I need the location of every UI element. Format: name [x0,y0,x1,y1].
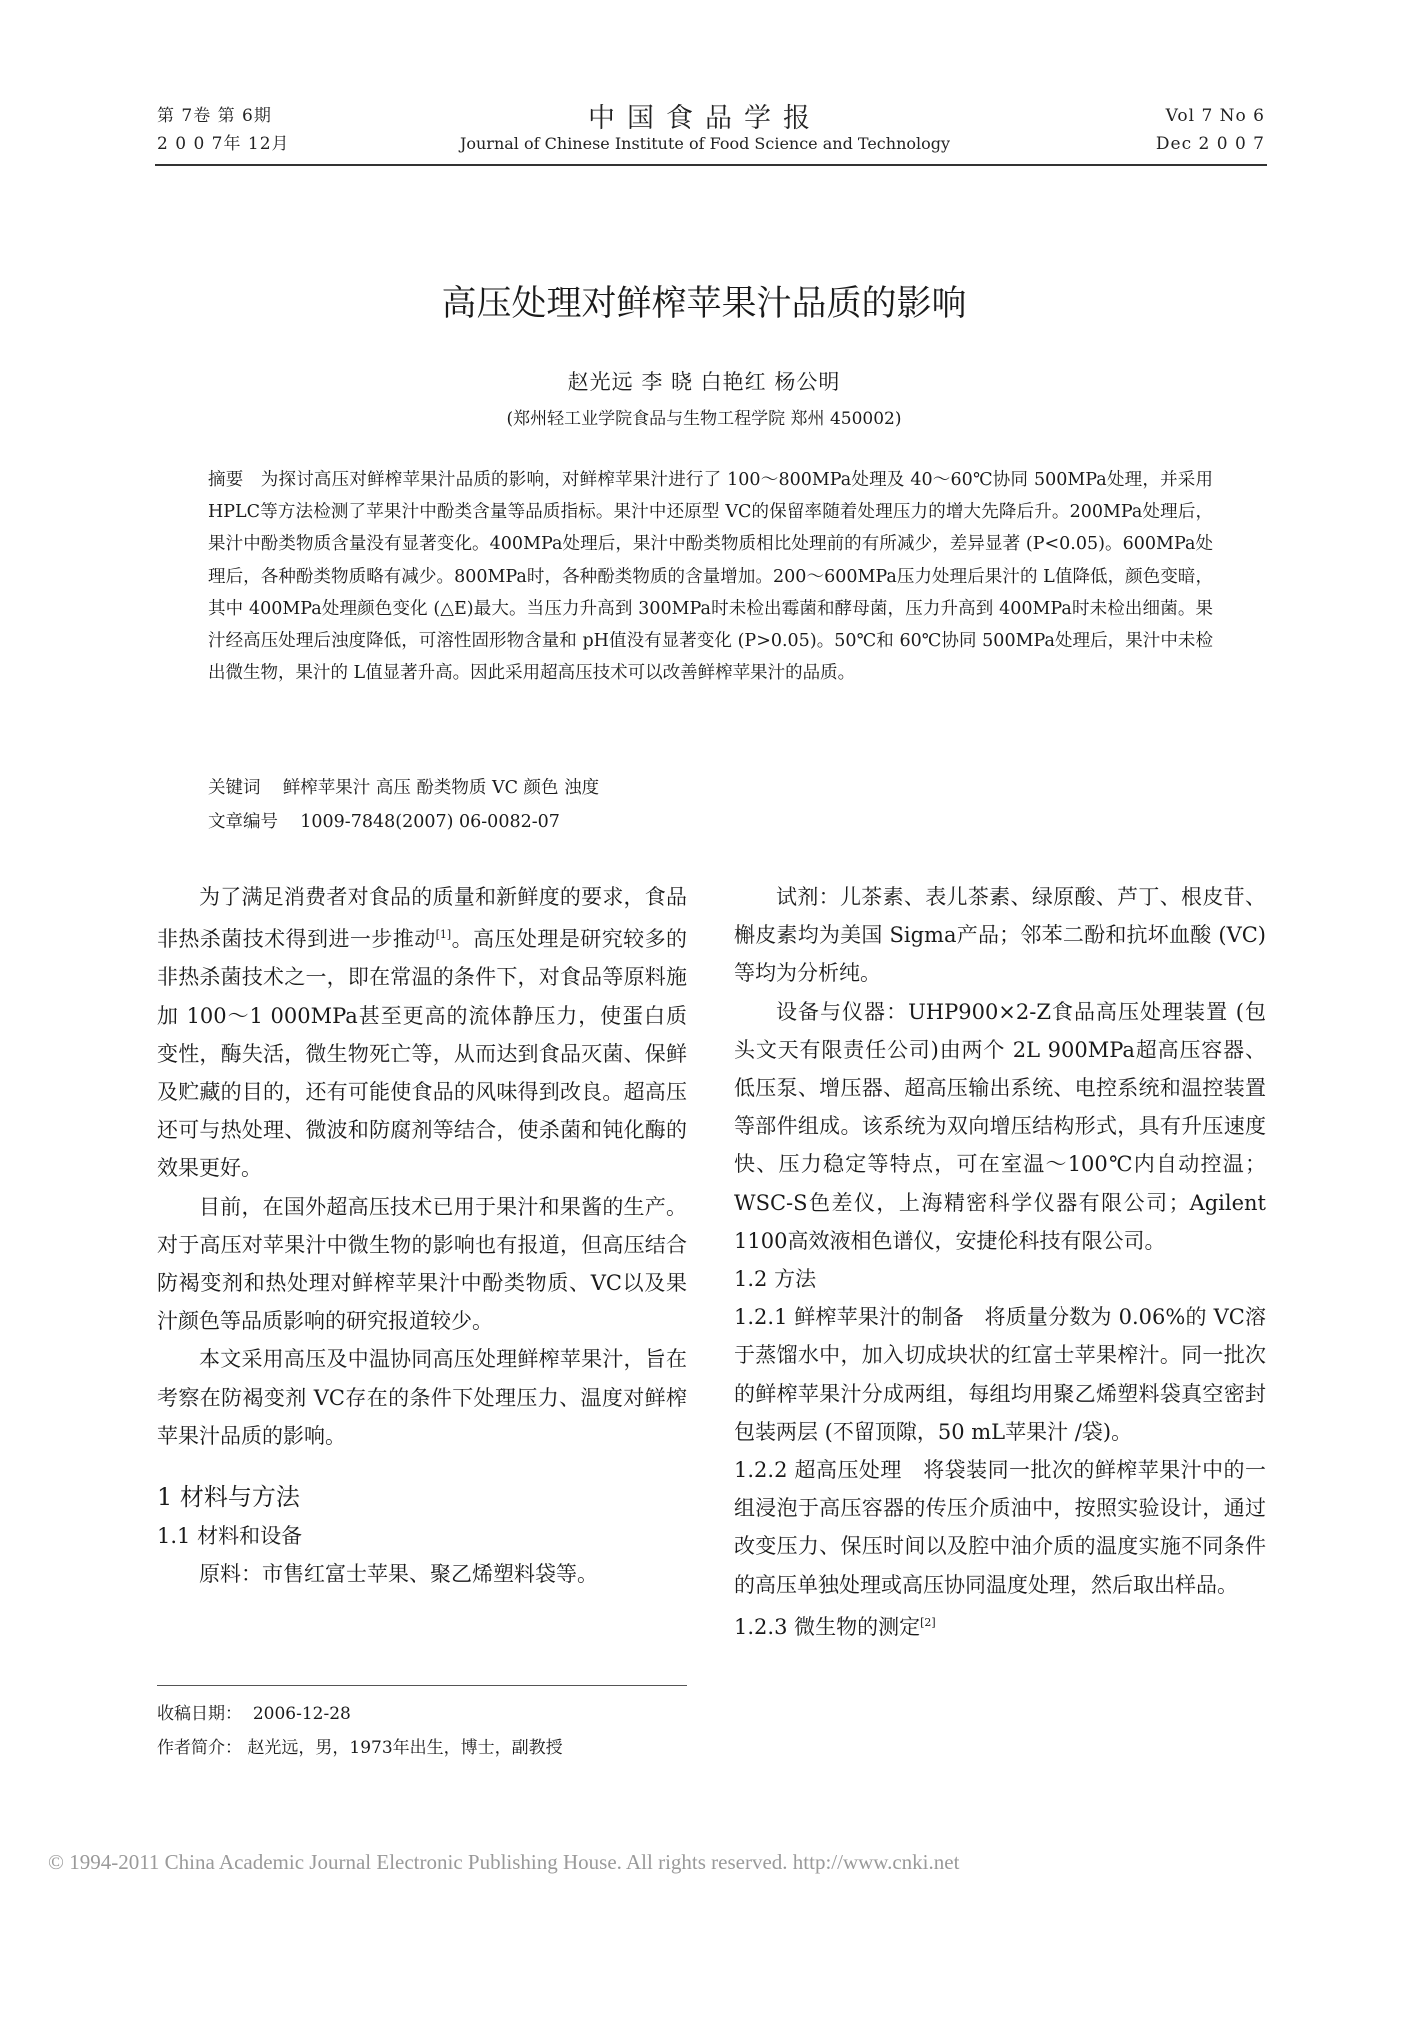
method-1-2-2 [734,1451,1266,1604]
left-column [157,878,687,1593]
footnote-author-label: 作者简介： [157,1738,242,1758]
header-volume-issue-en: Vol 7 No 6 [1165,106,1265,126]
equipment-paragraph: 设备与仪器：UHP900×2-Z食品高压处理装置 (包头文天有限责任公司)由两个 2L 900MPa超高压容器、低压泵、增压器、超高压输出系统、电控系统和温控装置等部件组成。该系统为双向增压结构形式，具有升压速度快、压力稳定等特点，可在室温～100℃内自动控温；WSC-S色差仪，上海精密科学仪器有限公司；Agilent 1100高效液相色谱仪，安捷伦科技有限公司。 [734,999,1266,1253]
materials-paragraph: 原料：市售红富士苹果、聚乙烯塑料袋等。 [199,1562,598,1587]
header-date-en: Dec 2 0 0 7 [1155,134,1265,154]
keywords-label: 关键词 [208,778,261,798]
footnote-received [157,1698,687,1730]
method-1-2-3 [734,1604,1266,1646]
intro-paragraph-1: 为了满足消费者对食品的质量和新鲜度的要求，食品非热杀菌技术得到进一步推动[1]。高压处理是研究较多的非热杀菌技术之一，即在常温的条件下，对食品等原料施加 100～1 000MPa甚至更高的流体静压力，使蛋白质变性，酶失活，微生物死亡等，从而达到食品灭菌、保鲜及贮藏的目的，还有可能使食品的风味得到改良。超高压还可与热处理、微波和防腐剂等结合，使杀菌和钝化酶的效果更好。 [157,885,688,1181]
right-column [734,878,1266,1646]
header-journal-title-cn: 中国食品学报 [588,103,822,134]
article-authors: 赵光远 李 晓 白艳红 杨公明 [567,370,841,394]
footnote-author-text: 赵光远，男，1973年出生，博士，副教授 [247,1738,563,1758]
footnote-received-date: 2006-12-28 [252,1704,351,1724]
method-1-2-2-text: 将袋装同一批次的鲜榨苹果汁中的一组浸泡于高压容器的传压介质油中，按照实验设计，通过改变压力、保压时间以及腔中油介质的温度实施不同条件的高压单独处理或高压协同温度处理，然后取出样品。 [734,1458,1267,1597]
header-date-cn: 2 0 0 7年 12月 [157,134,290,154]
article-affiliation: (郑州轻工业学院食品与生物工程学院 郑州 450002) [506,409,902,429]
reagents-paragraph: 试剂：儿茶素、表儿茶素、绿原酸、芦丁、根皮苷、槲皮素均为美国 Sigma产品；邻苯二酚和抗坏血酸 (VC)等均为分析纯。 [734,885,1266,986]
section-heading-1-2-2: 1.2.2 超高压处理 [734,1458,902,1483]
footnote-rule [157,1685,687,1686]
section-heading-1: 1 材料与方法 [157,1483,300,1512]
section-heading-1-2-1: 1.2.1 鲜榨苹果汁的制备 [734,1305,964,1330]
article-number [208,806,1208,838]
header-journal-title-en: Journal of Chinese Institute of Food Science and Technology [459,134,951,153]
method-1-2-1-text: 将质量分数为 0.06%的 VC溶于蒸馏水中，加入切成块状的红富士苹果榨汁。同一批次的鲜榨苹果汁分成两组，每组均用聚乙烯塑料袋真空密封包装两层 (不留顶隙，50 mL苹果汁 /袋)。 [734,1305,1267,1444]
article-number-label: 文章编号 [208,812,278,832]
citation-1: [1] [435,928,452,942]
header-volume-issue-cn: 第 7卷 第 6期 [157,106,272,126]
section-heading-1-1: 1.1 材料和设备 [157,1524,303,1549]
footnote-received-label: 收稿日期： [157,1704,242,1724]
intro-paragraph-2: 目前，在国外超高压技术已用于果汁和果酱的生产。对于高压对苹果汁中微生物的影响也有报道，但高压结合防褐变剂和热处理对鲜榨苹果汁中酚类物质、VC以及果汁颜色等品质影响的研究报道较少。 [157,1194,687,1334]
header-rule [155,164,1267,166]
article-number-text: 1009-7848(2007) 06-0082-07 [300,812,560,832]
article-title: 高压处理对鲜榨苹果汁品质的影响 [441,284,967,324]
method-1-2-1 [734,1298,1266,1451]
abstract [208,464,1213,689]
abstract-label: 摘要 [208,470,244,490]
intro-paragraph-3: 本文采用高压及中温协同高压处理鲜榨苹果汁，旨在考察在防褐变剂 VC存在的条件下处理压力、温度对鲜榨苹果汁品质的影响。 [157,1347,687,1448]
abstract-text: 为探讨高压对鲜榨苹果汁品质的影响，对鲜榨苹果汁进行了 100～800MPa处理及 40～60℃协同 500MPa处理，并采用 HPLC等方法检测了苹果汁中酚类含量等品质指标。果汁中还原型 VC的保留率随着处理压力的增大先降后升。200MPa处理后，果汁中酚类物质含量没有显著变化。400MPa处理后，果汁中酚类物质相比处理前的有所减少，差异显著 (P<0.05)。600MPa处理后，各种酚类物质略有减少。800MPa时，各种酚类物质的含量增加。200～600MPa压力处理后果汁的 L值降低，颜色变暗，其中 400MPa处理颜色变化 (△E)最大。当压力升高到 300MPa时未检出霉菌和酵母菌，压力升高到 400MPa时未检出细菌。果汁经高压处理后浊度降低，可溶性固形物含量和 pH值没有显著变化 (P>0.05)。50℃和 60℃协同 500MPa处理后，果汁中未检出微生物，果汁的 L值显著升高。因此采用超高压技术可以改善鲜榨苹果汁的品质。 [208,470,1214,684]
footnote-author [157,1732,687,1764]
citation-2: [2] [920,1615,936,1629]
section-heading-1-2-3: 1.2.3 微生物的测定 [734,1614,921,1639]
section-heading-1-2: 1.2 方法 [734,1267,817,1292]
copyright-footer: © 1994-2011 China Academic Journal Electronic Publishing House. All rights reserved. http://www.cnki.net [48,1850,960,1874]
keywords [208,772,1208,804]
keywords-text: 鲜榨苹果汁 高压 酚类物质 VC 颜色 浊度 [282,778,600,798]
